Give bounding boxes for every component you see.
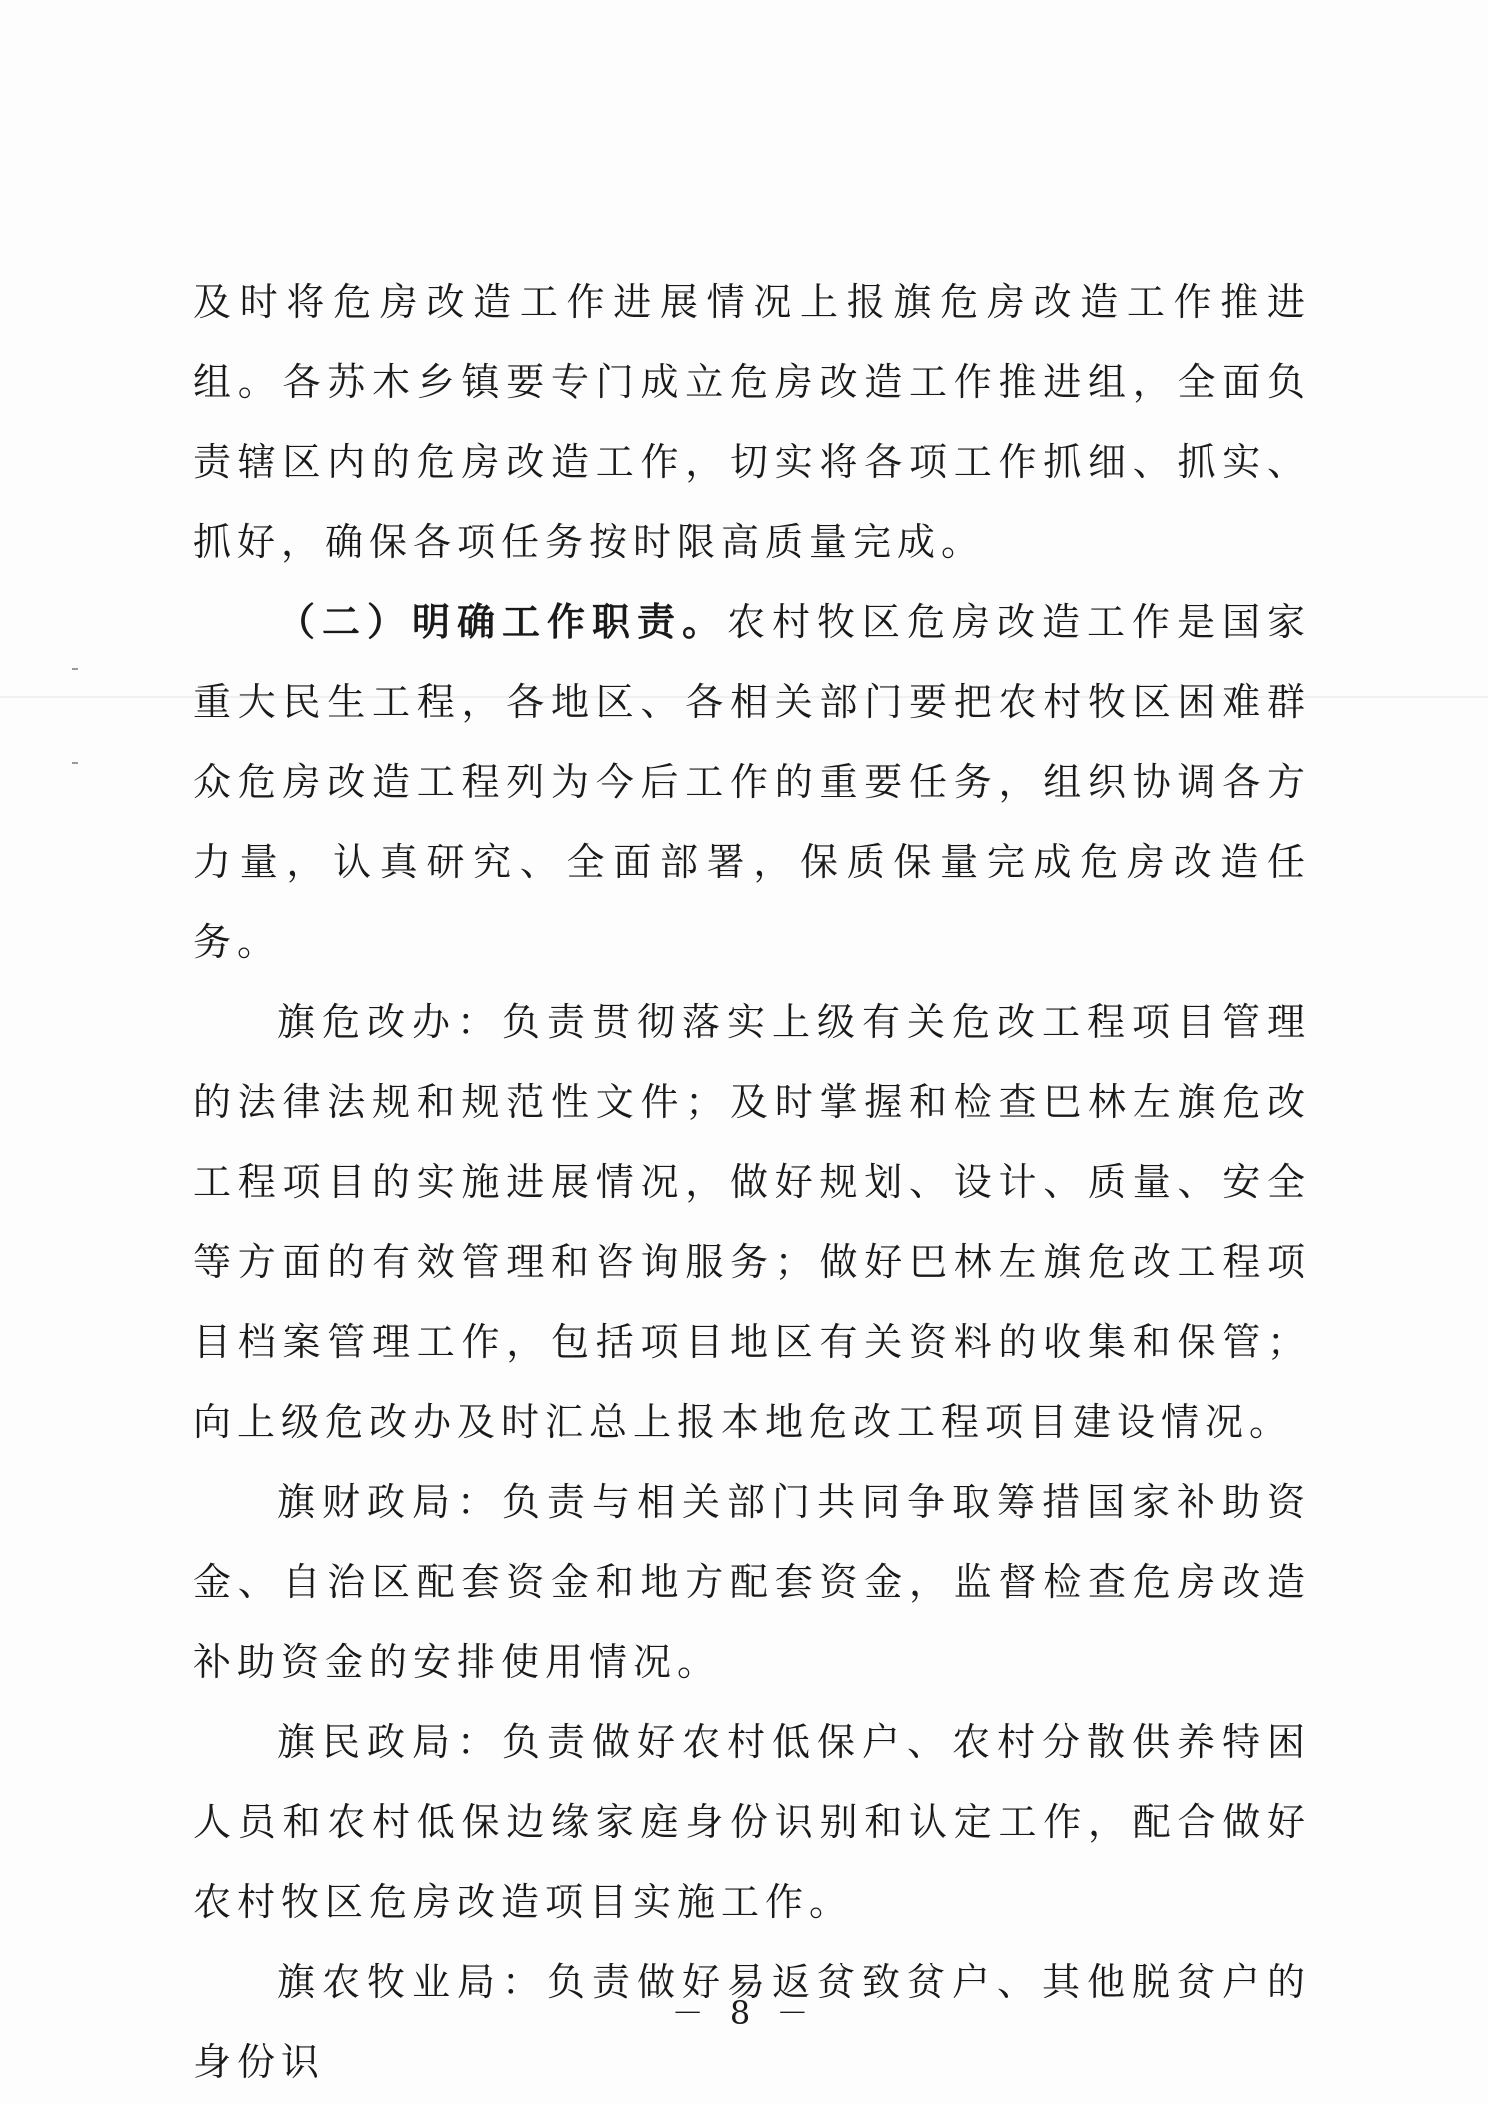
margin-mark bbox=[72, 668, 78, 670]
paragraph-text: 农村牧区危房改造工作是国家重大民生工程，各地区、各相关部门要把农村牧区困难群众危房改造工程列为今后工作的重要任务，组织协调各方力量，认真研究、全面部署，保质保量完成危房改造任务。 bbox=[193, 600, 1311, 964]
paragraph-text: 旗农牧业局：负责做好易返贫致贫户、其他脱贫户的身份识 bbox=[193, 1960, 1311, 2084]
paragraph-civil-affairs-bureau bbox=[193, 1702, 1311, 1942]
paragraph-text: 旗民政局：负责做好农村低保户、农村分散供养特困人员和农村低保边缘家庭身份识别和认定工作，配合做好农村牧区危房改造项目实施工作。 bbox=[193, 1720, 1311, 1924]
body-text bbox=[193, 262, 1311, 2102]
paragraph-continuation bbox=[193, 262, 1311, 582]
section-heading: （二）明确工作职责。 bbox=[277, 599, 727, 644]
paragraph-housing-renovation-office bbox=[193, 982, 1311, 1462]
margin-mark bbox=[72, 762, 78, 764]
page-number: － 8 － bbox=[671, 1994, 817, 2032]
paragraph-work-responsibilities bbox=[193, 582, 1311, 982]
paragraph-finance-bureau bbox=[193, 1462, 1311, 1702]
paragraph-text: 及时将危房改造工作进展情况上报旗危房改造工作推进组。各苏木乡镇要专门成立危房改造工作推进组，全面负责辖区内的危房改造工作，切实将各项工作抓细、抓实、抓好，确保各项任务按时限高质量完成。 bbox=[193, 280, 1311, 564]
paragraph-text: 旗财政局：负责与相关部门共同争取筹措国家补助资金、自治区配套资金和地方配套资金，监督检查危房改造补助资金的安排使用情况。 bbox=[193, 1480, 1311, 1684]
paragraph-text: 旗危改办：负责贯彻落实上级有关危改工程项目管理的法律法规和规范性文件；及时掌握和检查巴林左旗危改工程项目的实施进展情况，做好规划、设计、质量、安全等方面的有效管理和咨询服务；做好巴林左旗危改工程项目档案管理工作，包括项目地区有关资料的收集和保管；向上级危改办及时汇总上报本地危改工程项目建设情况。 bbox=[193, 1000, 1311, 1444]
